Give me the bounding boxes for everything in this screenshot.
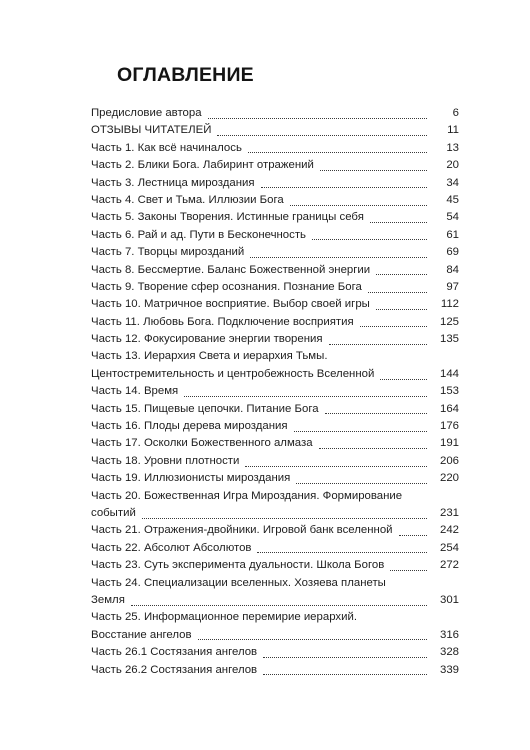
toc-page-number: 242 [439,524,459,537]
toc-page-number: 69 [446,246,459,259]
dot-leader [217,134,427,136]
toc-entry-line [91,175,433,192]
toc-entry-label: Часть 10. Матричное восприятие. Выбор своей игры [91,298,370,311]
toc-entry [91,609,459,644]
toc-entry [91,348,459,383]
toc-entry-text [91,522,433,539]
toc-entry-text [91,157,433,174]
toc-entry-label: Земля [91,593,125,606]
toc-entry-label: Часть 9. Творение сфер осознания. Познание Бога [91,280,362,293]
toc-page-number: 191 [439,437,459,450]
toc-entry [91,644,459,661]
toc-entry-line [91,470,433,487]
toc-page-number: 339 [439,663,459,676]
toc-entry-label: Часть 7. Творцы мирозданий [91,246,245,259]
toc-entry-text [91,105,433,122]
toc-page-number: 272 [439,559,459,572]
toc-entry-text [91,453,433,470]
toc-entry [91,262,459,279]
dot-leader [376,273,427,275]
toc-entry-text [91,244,433,261]
toc-entry [91,192,459,209]
toc-entry-line [91,331,433,348]
toc-entry-text [91,435,433,452]
page-title: ОГЛАВЛЕНИЕ [117,64,254,86]
toc-entry [91,244,459,261]
toc-entry-text [91,209,433,226]
toc-entry-first-line: Часть 25. Информационное перемирие иерархий. [91,611,357,624]
toc-entry-text [91,348,433,383]
toc-entry-text [91,401,433,418]
toc-entry [91,435,459,452]
toc-entry-line [91,627,433,644]
dot-leader [370,221,427,223]
toc-page-number: 164 [439,402,459,415]
dot-leader [263,656,427,658]
toc-entry-line [91,435,433,452]
toc-entry-label: Часть 19. Иллюзионисты мироздания [91,472,291,485]
dot-leader [198,638,427,640]
toc-entry [91,522,459,539]
dot-leader [319,447,427,449]
toc-entry-line [91,662,433,679]
toc-entry-line [91,140,433,157]
toc-page-number: 220 [439,472,459,485]
toc-page-number: 206 [439,454,459,467]
toc-entry-line [91,522,433,539]
toc-page-number: 125 [439,315,459,328]
toc-entry-text [91,296,433,313]
toc-entry-first-line: Часть 20. Божественная Игра Мироздания. Формирование [91,489,403,502]
toc-entry-label: Часть 2. Блики Бога. Лабиринт отражений [91,159,314,172]
toc-entry-label: Часть 17. Осколки Божественного алмаза [91,437,313,450]
toc-entry-label: Часть 15. Пищевые цепочки. Питание Бога [91,402,319,415]
dot-leader [294,430,427,432]
toc-entry [91,662,459,679]
toc-entry-line [91,453,433,470]
toc-entry [91,470,459,487]
toc-page-number: 20 [446,159,459,172]
toc-page-number: 11 [447,124,459,137]
toc-entry-line [91,192,433,209]
toc-entry [91,314,459,331]
toc-entry-label: ОТЗЫВЫ ЧИТАТЕЛЕЙ [91,124,212,137]
toc-entry-text [91,644,433,661]
toc-entry-text [91,609,433,644]
toc-entry [91,209,459,226]
toc-entry-text [91,383,433,400]
toc-entry-line [91,262,433,279]
toc-page-number: 144 [439,367,459,380]
toc-entry-text [91,262,433,279]
dot-leader [184,395,427,397]
toc-entry-label: Часть 26.2 Состязания ангелов [91,663,258,676]
toc-entry [91,418,459,435]
toc-page-number: 6 [452,106,459,119]
toc-entry-line [91,644,433,661]
toc-page-number: 45 [446,193,459,206]
toc-entry [91,227,459,244]
toc-entry-label: Центостремительность и центробежность Вселенной [91,367,375,380]
toc-entry-line [91,383,433,400]
dot-leader [142,517,427,519]
dot-leader [257,551,427,553]
toc-entry-label: Часть 16. Плоды дерева мироздания [91,420,288,433]
toc-entry-label: Часть 22. Абсолют Абсолютов [91,541,252,554]
dot-leader [263,673,427,675]
toc-entry-label: Часть 11. Любовь Бога. Подключение восприятия [91,315,354,328]
dot-leader [312,238,427,240]
toc-entry [91,175,459,192]
toc-entry-text [91,418,433,435]
toc-entry [91,296,459,313]
dot-leader [380,378,427,380]
toc-page-number: 84 [446,263,459,276]
toc-entry-label: Часть 6. Рай и ад. Пути в Бесконечность [91,228,306,241]
dot-leader [131,604,427,606]
toc-entry-label: Часть 26.1 Состязания ангелов [91,646,258,659]
toc-page-number: 112 [440,298,459,311]
toc-entry-text [91,575,433,610]
toc-entry-text [91,122,433,139]
toc-entry [91,488,459,523]
toc-page-number: 153 [439,385,459,398]
toc-entry-line [91,105,433,122]
toc-entry [91,331,459,348]
toc-entry-line [91,296,433,313]
table-of-contents [91,105,459,679]
toc-entry-label: Часть 21. Отражения-двойники. Игровой банк вселенной [91,524,393,537]
dot-leader [329,343,427,345]
toc-entry-line [91,557,433,574]
toc-entry-line [91,279,433,296]
toc-entry [91,279,459,296]
toc-page-number: 54 [446,211,459,224]
toc-entry-text [91,557,433,574]
dot-leader [245,465,427,467]
dot-leader [376,308,427,310]
toc-entry [91,575,459,610]
toc-entry-first-line: Часть 24. Специализации вселенных. Хозяева планеты [91,576,386,589]
toc-entry-line [91,540,433,557]
toc-entry-line [91,227,433,244]
toc-page-number: 61 [446,228,459,241]
toc-entry [91,401,459,418]
dot-leader [296,482,427,484]
toc-entry-line [91,592,433,609]
toc-entry [91,105,459,122]
toc-page-number: 34 [446,176,459,189]
toc-entry-line [91,401,433,418]
toc-entry-label: Часть 18. Уровни плотности [91,454,240,467]
toc-entry-text [91,314,433,331]
toc-entry-text [91,192,433,209]
toc-entry-label: Часть 4. Свет и Тьма. Иллюзии Бога [91,193,284,206]
toc-entry-line [91,244,433,261]
dot-leader [390,569,427,571]
toc-entry-line [91,122,433,139]
toc-entry-label: Часть 14. Время [91,385,179,398]
dot-leader [368,291,427,293]
dot-leader [320,169,427,171]
toc-page-number: 97 [446,280,459,293]
toc-entry [91,140,459,157]
dot-leader [399,534,427,536]
toc-entry [91,157,459,174]
toc-entry-line [91,505,433,522]
toc-page-number: 231 [439,507,459,519]
toc-entry-text [91,140,433,157]
toc-page-number: 328 [439,646,459,659]
dot-leader [208,117,427,119]
toc-page-number: 176 [439,420,459,433]
toc-entry-line [91,314,433,331]
toc-entry-text [91,662,433,679]
toc-entry-label: Часть 1. Как всё начиналось [91,141,242,154]
dot-leader [250,256,427,258]
toc-entry-text [91,279,433,296]
toc-entry-text [91,540,433,557]
toc-entry-label: Предисловие автора [91,107,202,119]
toc-entry-text [91,175,433,192]
toc-entry-line [91,366,433,383]
toc-entry-label: Часть 12. Фокусирование энергии творения [91,333,323,346]
toc-entry [91,122,459,139]
toc-entry-text [91,488,433,523]
dot-leader [261,186,427,188]
toc-entry [91,383,459,400]
toc-entry-first-line: Часть 13. Иерархия Света и иерархия Тьмы. [91,350,328,363]
toc-entry [91,453,459,470]
toc-entry-text [91,331,433,348]
toc-entry-line [91,209,433,226]
dot-leader [325,412,427,414]
toc-entry-text [91,227,433,244]
toc-page-number: 254 [439,541,459,554]
toc-entry-label: Часть 8. Бессмертие. Баланс Божественной энергии [91,263,371,276]
toc-page-number: 13 [446,141,459,154]
toc-entry-label: Часть 5. Законы Творения. Истинные границы себя [91,211,364,224]
dot-leader [248,151,427,153]
dot-leader [290,204,427,206]
toc-entry [91,540,459,557]
toc-entry-label: событий [91,507,136,520]
toc-page-number: 135 [439,333,459,346]
toc-entry-text [91,470,433,487]
toc-page-number: 301 [439,593,459,606]
toc-entry-label: Часть 23. Суть эксперимента дуальности. Школа Богов [91,559,385,572]
toc-entry [91,557,459,574]
toc-entry-line [91,418,433,435]
dot-leader [360,325,427,327]
toc-entry-line [91,157,433,174]
toc-page-number: 316 [439,628,459,641]
toc-entry-label: Часть 3. Лестница мироздания [91,176,255,189]
toc-entry-label: Восстание ангелов [91,628,192,641]
